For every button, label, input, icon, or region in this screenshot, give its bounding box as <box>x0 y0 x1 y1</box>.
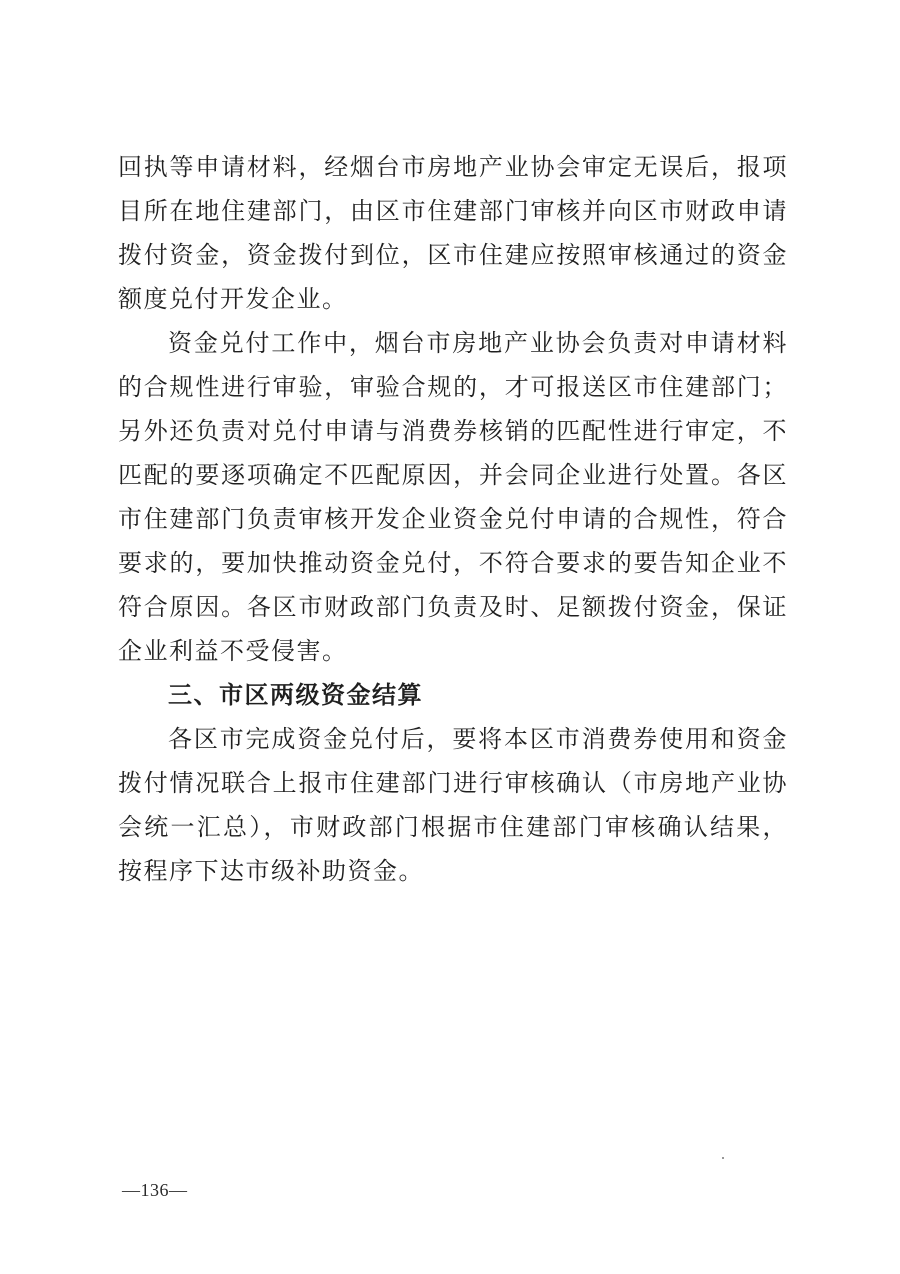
paragraph-continuation: 回执等申请材料，经烟台市房地产业协会审定无误后，报项目所在地住建部门，由区市住建部门审核并向区市财政申请拨付资金，资金拨付到位，区市住建应按照审核通过的资金额度兑付开发企业。 <box>118 153 788 313</box>
section-heading: 三、市区两级资金结算 <box>168 681 423 709</box>
paragraph-fund-payment: 资金兑付工作中，烟台市房地产业协会负责对申请材料的合规性进行审验，审验合规的，才可报送区市住建部门；另外还负责对兑付申请与消费券核销的匹配性进行审定，不匹配的要逐项确定不匹配原因，并会同企业进行处置。各区市住建部门负责审核开发企业资金兑付申请的合规性，符合要求的，要加快推动资金兑付，不符合要求的要告知企业不符合原因。各区市财政部门负责及时、足额拨付资金，保证企业利益不受侵害。 <box>118 329 788 665</box>
page-number: —136— <box>122 1180 188 1200</box>
scan-speck <box>722 1157 724 1159</box>
document-body <box>118 145 788 893</box>
paragraph-settlement: 各区市完成资金兑付后，要将本区市消费券使用和资金拨付情况联合上报市住建部门进行审核确认（市房地产业协会统一汇总），市财政部门根据市住建部门审核确认结果，按程序下达市级补助资金。 <box>118 725 788 885</box>
